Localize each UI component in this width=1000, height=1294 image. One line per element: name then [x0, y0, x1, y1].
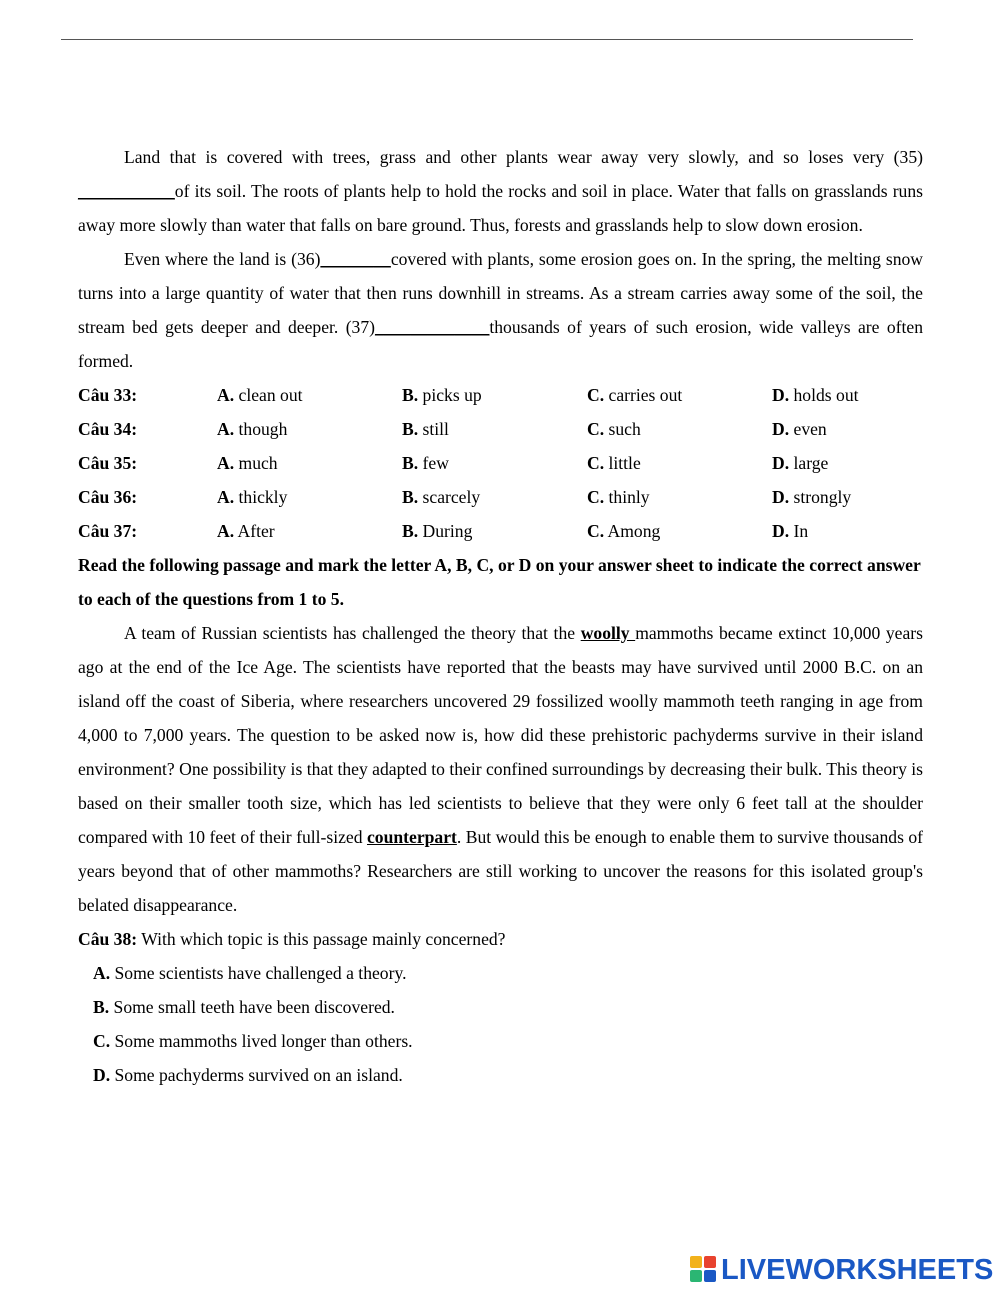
underlined-word-woolly: woolly	[580, 623, 636, 643]
option-a[interactable]: A. much	[217, 453, 278, 473]
question-label: Câu 34:	[78, 419, 138, 439]
underlined-word-counterpart: counterpart	[366, 827, 457, 847]
option-c[interactable]: C. little	[587, 453, 641, 473]
option-b[interactable]: B. During	[402, 521, 473, 541]
answer-blank-36[interactable]: ________	[320, 249, 391, 269]
passage1-paragraph2: Even where the land is (36)________covered with plants, some erosion goes on. In the spring, the melting snow turns into a large quantity of water that then runs downhill in streams. As a stream carries away some of the soil, the stream bed gets deeper and deeper. (37)_____________thousands of years of such erosion, wide valleys are often formed.	[78, 249, 924, 371]
liveworksheets-logo-text: LIVEWORKSHEETS	[721, 1254, 994, 1286]
option-d[interactable]: D. holds out	[772, 385, 859, 405]
answer-option-b[interactable]: B. Some small teeth have been discovered.	[93, 997, 395, 1017]
answer-option-c[interactable]: C. Some mammoths lived longer than others.	[93, 1031, 413, 1051]
question-label: Câu 33:	[78, 385, 138, 405]
answer-option-d[interactable]: D. Some pachyderms survived on an island.	[93, 1065, 403, 1085]
passage2-paragraph: A team of Russian scientists has challenged the theory that the woolly mammoths became extinct 10,000 years ago at the end of the Ice Age. The scientists have reported that the beasts may have survived until 2000 B.C. on an island off the coast of Siberia, where researchers uncovered 29 fossilized woolly mammoth teeth ranging in age from 4,000 to 7,000 years. The question to be asked now is, how did these prehistoric pachyderms survive in their island environment? One possibility is that they adapted to their confined surroundings by decreasing their bulk. This theory is based on their smaller tooth size, which has led scientists to believe that they were only 6 feet tall at the shoulder compared with 10 feet of their full-sized counterpart. But would this be enough to enable them to survive thousands of years beyond that of other mammoths? Researchers are still working to uncover the reasons for this isolated group's belated disappearance.	[78, 623, 923, 915]
option-a[interactable]: A. After	[217, 521, 275, 541]
option-c[interactable]: C. thinly	[587, 487, 650, 507]
option-c[interactable]: C. such	[587, 419, 641, 439]
option-b[interactable]: B. picks up	[402, 385, 482, 405]
option-d[interactable]: D. In	[772, 521, 809, 541]
option-d[interactable]: D. strongly	[772, 487, 852, 507]
passage1-paragraph1: Land that is covered with trees, grass and other plants wear away very slowly, and so loses very (35) ___________of its soil. The roots of plants help to hold the rocks and soil in place. Water that falls on grasslands runs away more slowly than water that falls on bare ground. Thus, forests and grasslands help to slow down erosion.	[78, 147, 923, 235]
question-row-34	[78, 412, 923, 446]
question-label: Câu 38:	[78, 929, 138, 949]
question-label: Câu 36:	[78, 487, 138, 507]
reading-instruction: Read the following passage and mark the letter A, B, C, or D on your answer sheet to indicate the correct answer to each of the questions from 1 to 5.	[78, 555, 921, 609]
liveworksheets-logo-icon	[690, 1256, 718, 1284]
option-b[interactable]: B. scarcely	[402, 487, 481, 507]
question-row-36	[78, 480, 923, 514]
option-a[interactable]: A. thickly	[217, 487, 288, 507]
question-label: Câu 35:	[78, 453, 138, 473]
option-b[interactable]: B. few	[402, 453, 449, 473]
question-38	[78, 922, 923, 956]
option-d[interactable]: D. large	[772, 453, 829, 473]
liveworksheets-logo	[690, 1254, 993, 1286]
question-row-33	[78, 378, 923, 412]
option-c[interactable]: C. Among	[587, 521, 661, 541]
option-a[interactable]: A. clean out	[217, 385, 303, 405]
worksheet-content	[78, 140, 923, 1092]
multiple-choice-grid	[78, 378, 923, 548]
question-row-35	[78, 446, 923, 480]
answer-blank-35[interactable]: ___________	[78, 181, 175, 201]
option-c[interactable]: C. carries out	[587, 385, 683, 405]
answer-option-a[interactable]: A. Some scientists have challenged a theory.	[93, 963, 407, 983]
question-text: With which topic is this passage mainly concerned?	[137, 929, 506, 949]
option-a[interactable]: A. though	[217, 419, 288, 439]
option-b[interactable]: B. still	[402, 419, 449, 439]
header-rule	[61, 39, 913, 40]
question-label: Câu 37:	[78, 521, 138, 541]
option-d[interactable]: D. even	[772, 419, 827, 439]
answer-blank-37[interactable]: _____________	[375, 317, 490, 337]
question-row-37	[78, 514, 923, 548]
